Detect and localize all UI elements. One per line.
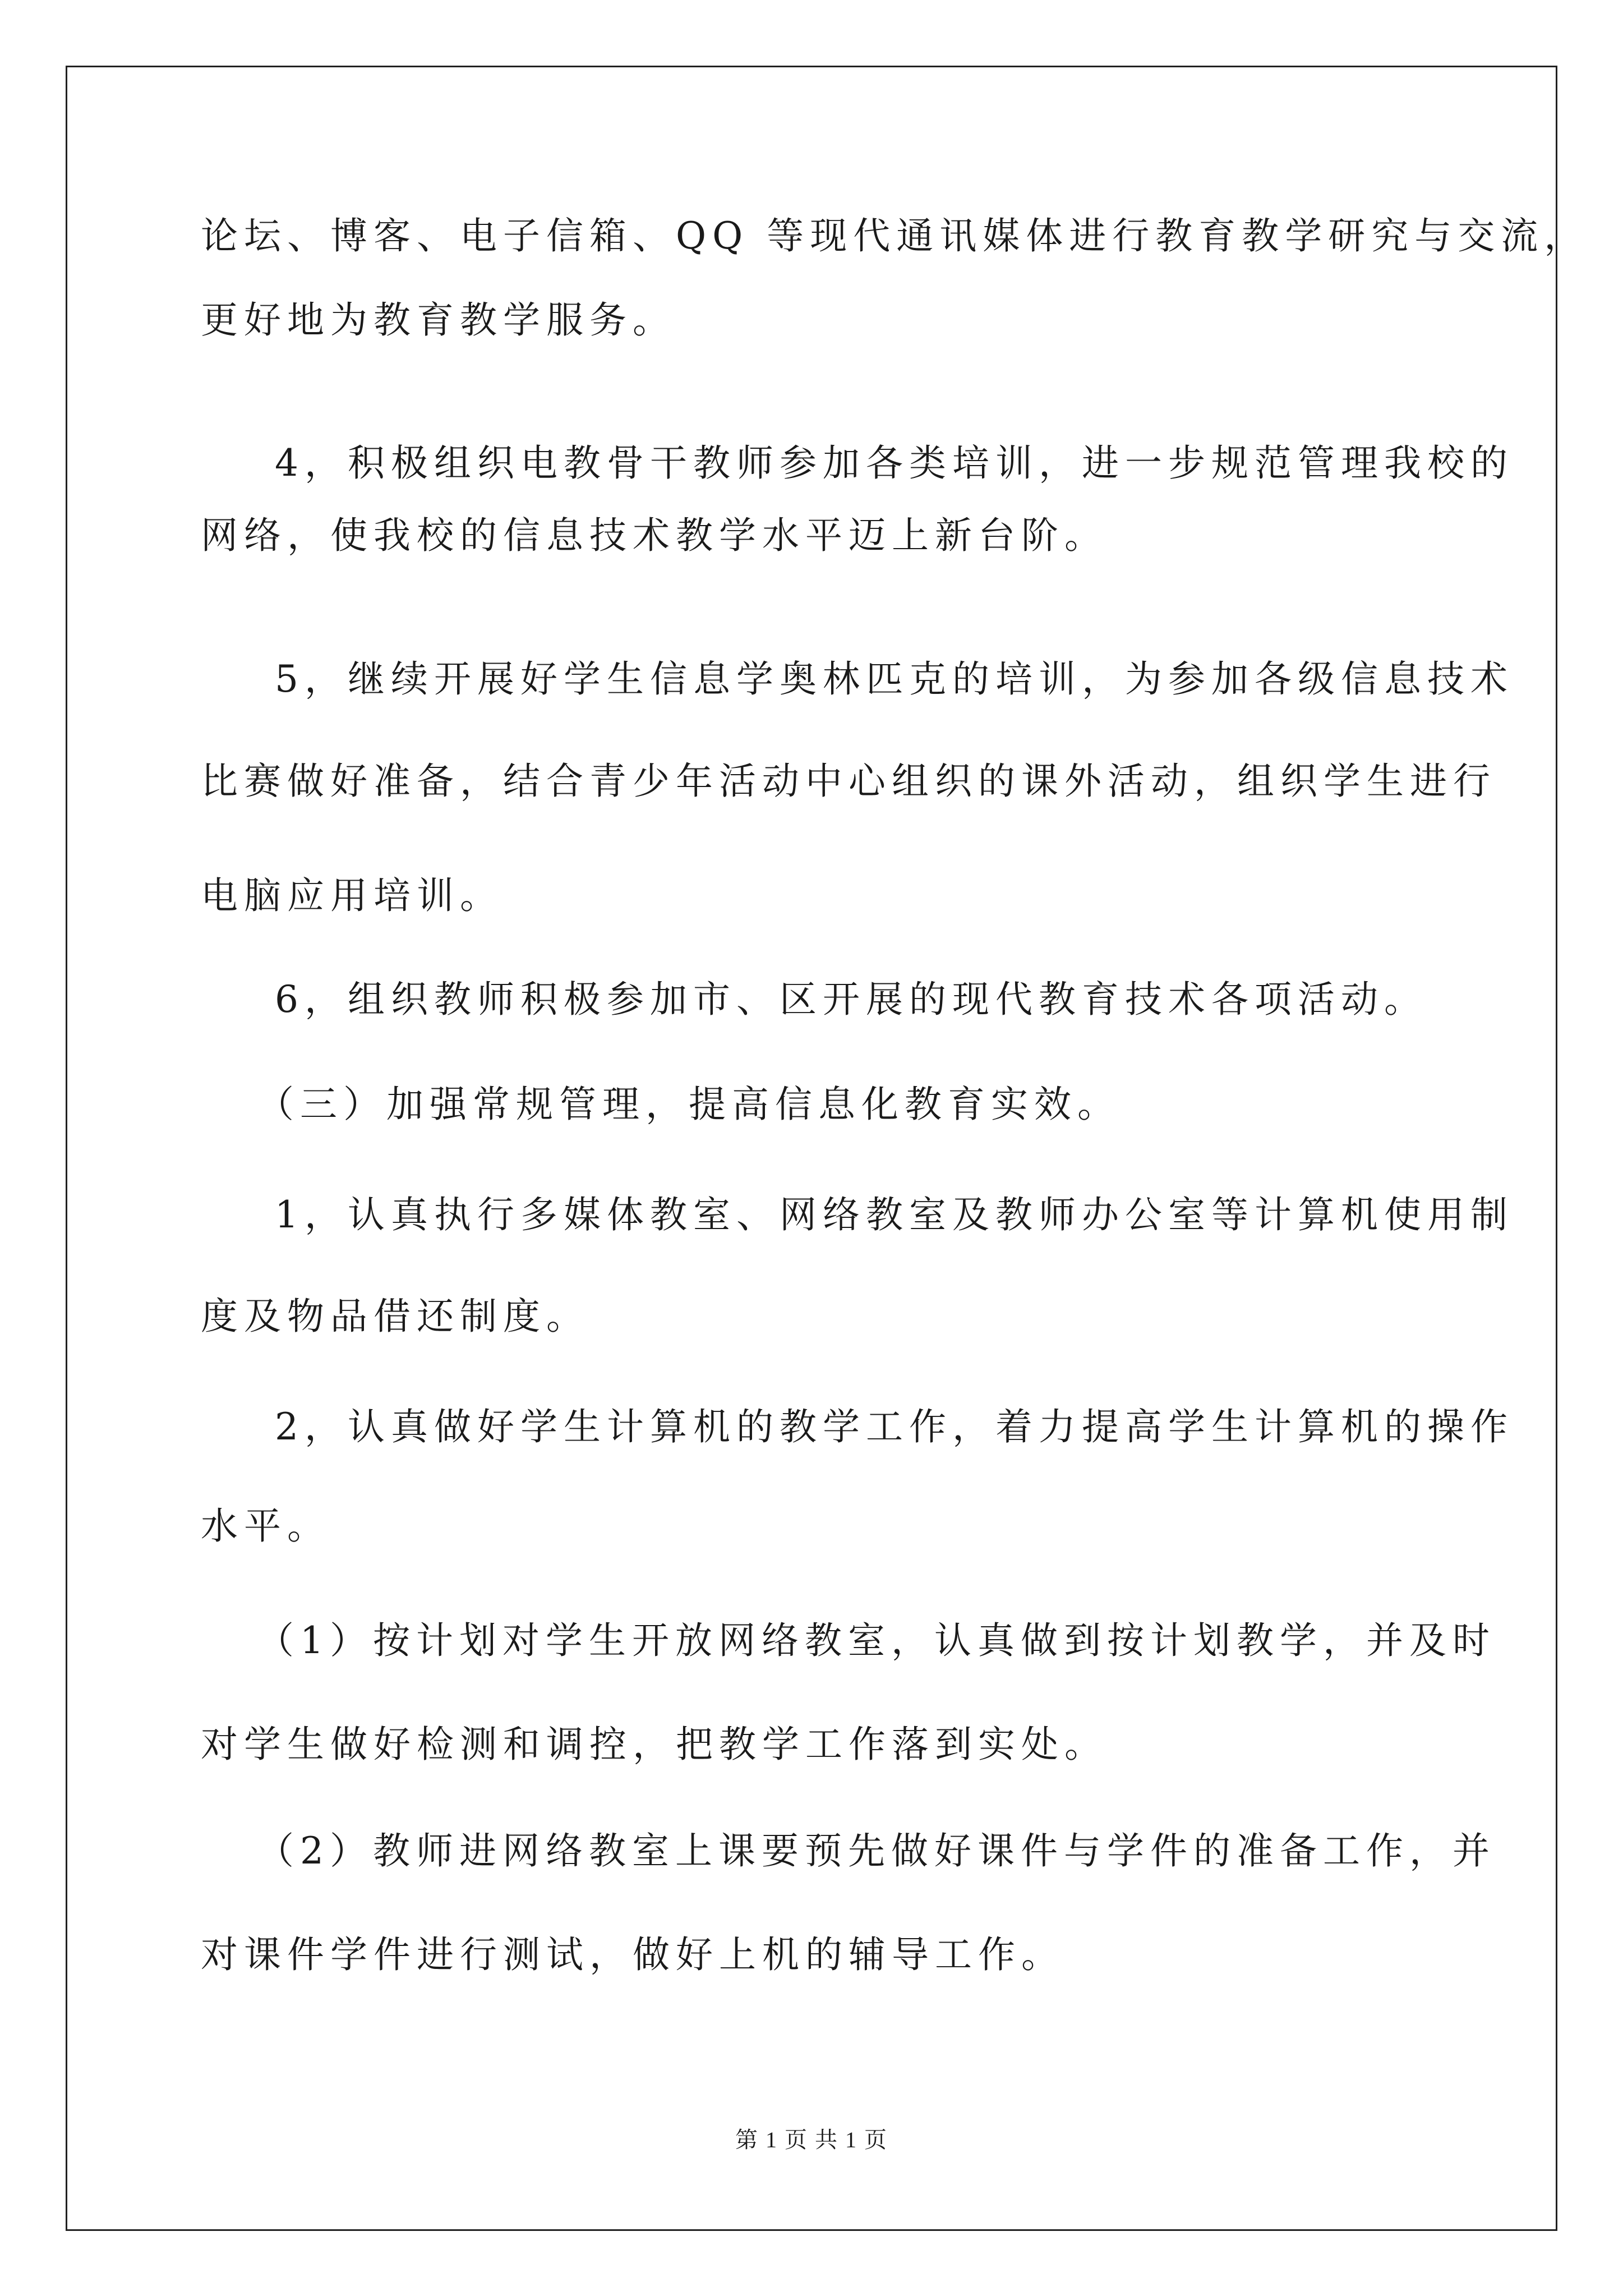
page-number: 第 1 页 共 1 页 [735, 2127, 888, 2152]
text-line: 水平。 [201, 1504, 330, 1548]
text-line: 比赛做好准备，结合青少年活动中心组织的课外活动，组织学生进行 [201, 760, 1496, 803]
text-line: 对课件学件进行测试，做好上机的辅导工作。 [201, 1933, 1064, 1976]
text-line: 2，认真做好学生计算机的教学工作，着力提高学生计算机的操作 [275, 1405, 1514, 1448]
text-line: 对学生做好检测和调控，把教学工作落到实处。 [201, 1723, 1108, 1766]
text-line: 4，积极组织电教骨干教师参加各类培训，进一步规范管理我校的 [275, 441, 1514, 485]
text-line: （1）按计划对学生开放网络教室，认真做到按计划教学，并及时 [257, 1619, 1496, 1662]
page-border [66, 66, 1557, 2231]
text-line: 5，继续开展好学生信息学奥林匹克的培训，为参加各级信息技术 [275, 657, 1514, 701]
text-line: （2）教师进网络教室上课要预先做好课件与学件的准备工作，并 [257, 1829, 1496, 1872]
text-line: 度及物品借还制度。 [201, 1295, 589, 1338]
text-line: 电脑应用培训。 [201, 874, 503, 917]
text-line: 1，认真执行多媒体教室、网络教室及教师办公室等计算机使用制 [275, 1193, 1514, 1236]
text-line: 更好地为教育教学服务。 [201, 298, 676, 342]
text-line: 6，组织教师积极参加市、区开展的现代教育技术各项活动。 [275, 978, 1427, 1021]
text-line: 网络，使我校的信息技术教学水平迈上新台阶。 [201, 514, 1108, 557]
section-heading: （三）加强常规管理，提高信息化教育实效。 [257, 1083, 1121, 1126]
text-line: 论坛、博客、电子信箱、QQ 等现代通讯媒体进行教育教学研究与交流， [201, 214, 1588, 257]
